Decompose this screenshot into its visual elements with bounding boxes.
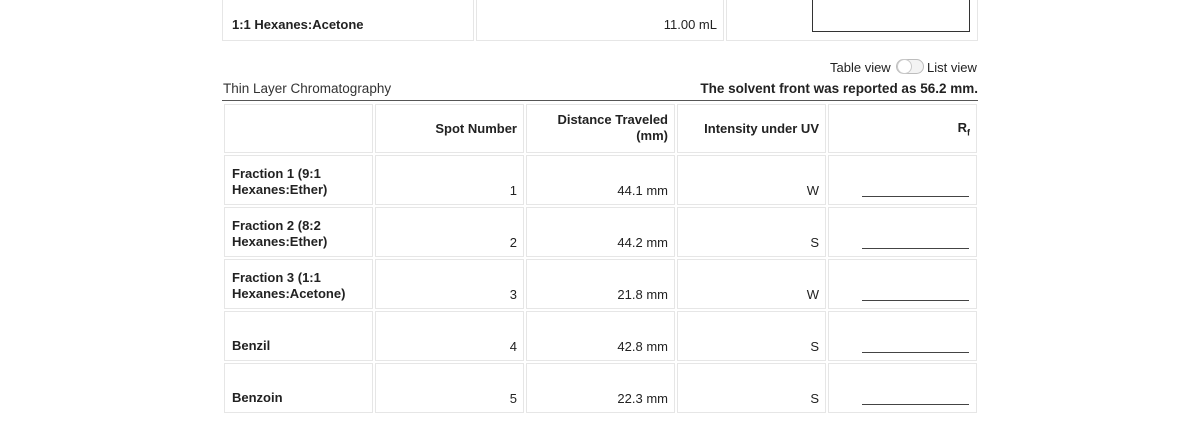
row-distance: 44.1 mm [617, 183, 668, 198]
row-name-line2: Hexanes:Acetone) [232, 286, 346, 301]
row-spot-number: 2 [509, 235, 517, 250]
rf-answer-input[interactable] [862, 352, 969, 353]
row-intensity-cell [677, 363, 826, 413]
rf-answer-input[interactable] [862, 196, 969, 197]
row-intensity: S [810, 339, 819, 354]
row-rf-cell [828, 259, 977, 309]
top-row-answer-input[interactable] [812, 0, 970, 32]
rf-answer-input[interactable] [862, 300, 969, 301]
list-view-label: List view [927, 60, 977, 75]
row-distance: 44.2 mm [617, 235, 668, 250]
table-view-label: Table view [830, 60, 891, 75]
header-rf: $R_f$ [957, 120, 970, 138]
row-name-line2: Hexanes:Ether) [232, 234, 328, 249]
row-rf-cell [828, 207, 977, 257]
row-intensity: W [806, 287, 819, 302]
row-spot-cell [375, 363, 524, 413]
row-name-line2: Hexanes:Ether) [232, 182, 328, 197]
row-name-line2: Benzil [232, 338, 271, 353]
row-intensity-cell [677, 311, 826, 361]
row-rf-cell [828, 363, 977, 413]
rf-answer-input[interactable] [862, 404, 969, 405]
header-empty-cell [224, 104, 373, 153]
rf-answer-input[interactable] [862, 248, 969, 249]
view-toggle-knob [897, 59, 912, 74]
header-distance-line2: (mm) [636, 128, 668, 143]
row-intensity: S [810, 391, 819, 406]
section-divider [222, 100, 978, 101]
row-spot-cell [375, 259, 524, 309]
row-intensity: W [806, 183, 819, 198]
row-intensity-cell [677, 207, 826, 257]
header-intensity: Intensity under UV [704, 121, 819, 136]
header-distance-line1: Distance Traveled [557, 112, 668, 127]
row-intensity-cell [677, 155, 826, 205]
row-spot-cell [375, 155, 524, 205]
header-spot-number: Spot Number [435, 121, 517, 136]
row-spot-number: 5 [509, 391, 517, 406]
row-distance: 21.8 mm [617, 287, 668, 302]
row-name-line1: Fraction 3 (1:1 [232, 270, 321, 285]
row-rf-cell [828, 311, 977, 361]
top-row-label: 1:1 Hexanes:Acetone [232, 17, 364, 32]
row-spot-number: 3 [509, 287, 517, 302]
row-distance: 42.8 mm [617, 339, 668, 354]
row-rf-cell [828, 155, 977, 205]
row-name-line1: Fraction 1 (9:1 [232, 166, 321, 181]
solvent-front-note: The solvent front was reported as 56.2 mm. [700, 81, 978, 96]
row-spot-cell [375, 311, 524, 361]
row-name-cell [224, 363, 373, 413]
row-spot-cell [375, 207, 524, 257]
row-spot-number: 4 [509, 339, 517, 354]
row-distance: 22.3 mm [617, 391, 668, 406]
row-name-cell [224, 311, 373, 361]
row-name-line1: Fraction 2 (8:2 [232, 218, 321, 233]
top-row-volume: 11.00 mL [663, 17, 717, 32]
section-title: Thin Layer Chromatography [223, 81, 392, 96]
row-name-line2: Benzoin [232, 390, 283, 405]
row-intensity: S [810, 235, 819, 250]
row-spot-number: 1 [509, 183, 517, 198]
row-intensity-cell [677, 259, 826, 309]
view-toggle-switch[interactable] [896, 59, 924, 74]
header-rf-cell [828, 104, 977, 153]
